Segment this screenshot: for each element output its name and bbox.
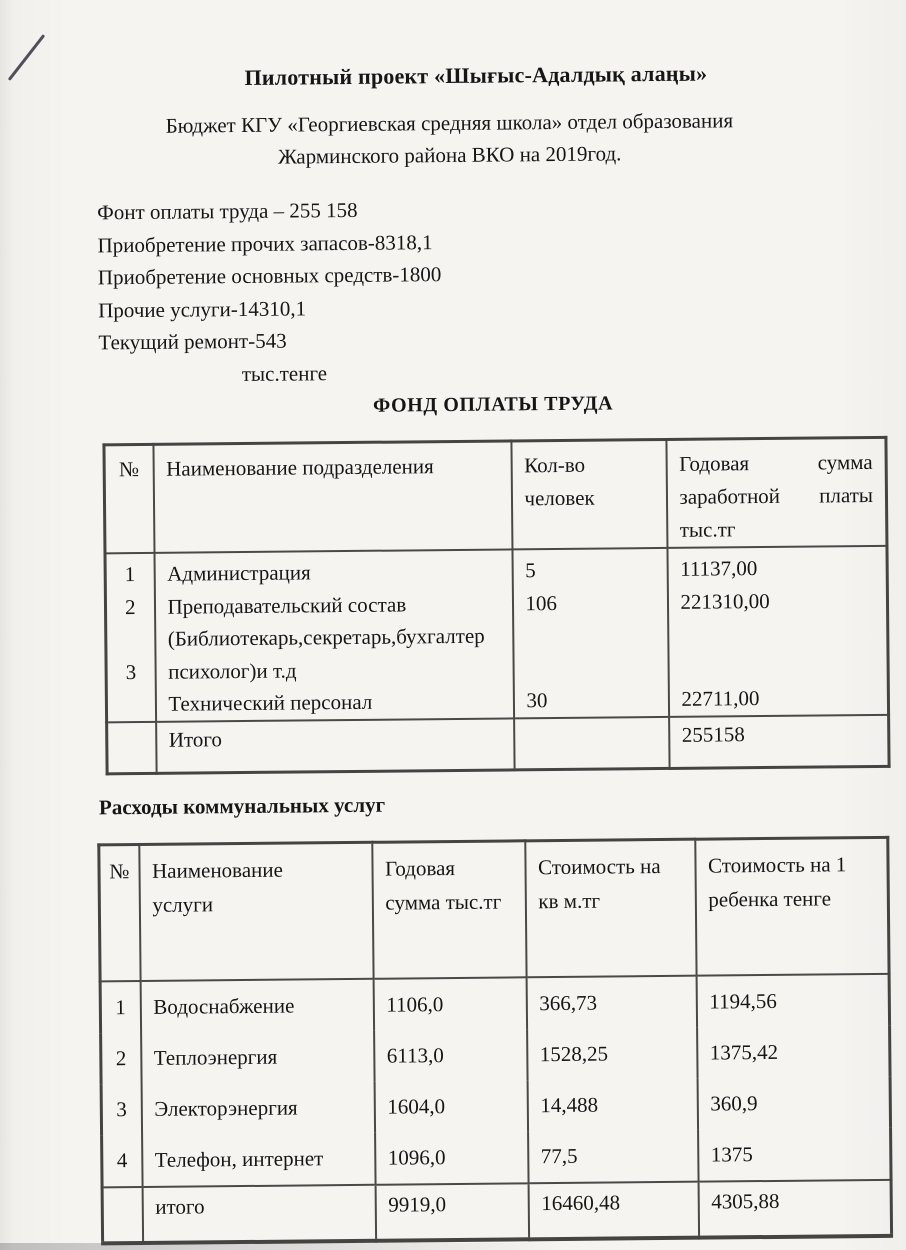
payroll-total-salary: 255158 <box>669 714 889 768</box>
utilities-row-heat <box>101 1026 890 1085</box>
utilities-table-title: Расходы коммунальных услуг <box>98 792 386 820</box>
utilities-header-name-line2: услуги <box>152 892 214 917</box>
utilities-header-per-sqm-line2: кв м.тг <box>538 888 601 914</box>
utilities-total-per-child: 4305,88 <box>698 1180 892 1238</box>
budget-line-other-stock: Приобретение прочих запасов-8318,1 <box>97 229 433 257</box>
payroll-line-count <box>526 651 655 685</box>
payroll-table <box>102 436 890 775</box>
payroll-header-salary-w1: Годовая <box>679 451 750 476</box>
payroll-total-label: Итого <box>156 718 514 773</box>
payroll-line-count: 5 <box>525 558 536 583</box>
utilities-header-row <box>99 837 889 981</box>
utilities-row-no: 1 <box>100 981 140 1033</box>
utilities-row-per-sqm: 14,488 <box>527 1079 697 1132</box>
payroll-header-name: Наименование подразделения <box>153 441 512 553</box>
utilities-row-annual: 1604,0 <box>374 1080 527 1132</box>
utilities-row-no: 3 <box>101 1084 141 1135</box>
payroll-salary-column <box>667 546 889 717</box>
payroll-line-count <box>526 618 655 652</box>
utilities-row-name: Теплоэнергия <box>141 1031 374 1084</box>
utilities-row-per-child: 360,9 <box>697 1077 890 1130</box>
utilities-header-name-line1: Наименование <box>151 857 283 883</box>
utilities-header-annual-line2: сумма тыс.тг <box>385 889 502 915</box>
payroll-line-no: 2 <box>124 594 136 619</box>
utilities-header-per-child <box>695 837 889 975</box>
utilities-row-per-sqm: 366,73 <box>526 976 696 1030</box>
budget-line-payroll: Фонт оплаты труда – 255 158 <box>97 197 358 225</box>
utilities-total-per-sqm: 16460,48 <box>528 1182 699 1240</box>
payroll-header-salary <box>666 437 887 548</box>
document-subtitle-line2: Жарминского района ВКО на 2019год. <box>277 141 622 169</box>
document-title: Пилотный проект «Шығыс-Адалдық алаңы» <box>244 60 708 90</box>
payroll-header-no: № <box>104 444 154 553</box>
utilities-row-name: Электорэнергия <box>141 1082 374 1135</box>
payroll-total-row <box>107 714 889 773</box>
utilities-header-per-child-line1: Стоимость на 1 <box>707 852 847 878</box>
payroll-header-salary-w4: платы <box>819 482 874 508</box>
budget-summary-list <box>97 193 442 391</box>
payroll-table-title: ФОНД ОПЛАТЫ ТРУДА <box>372 392 614 417</box>
payroll-line-name: Технический персонал <box>168 689 373 716</box>
utilities-row-per-child: 1194,56 <box>696 974 889 1028</box>
utilities-header-per-child-line2: ребенка тенге <box>708 886 832 912</box>
payroll-no-column <box>105 553 156 722</box>
payroll-line-name: психолог)и т.д <box>168 658 297 684</box>
document-subtitle-line1: Бюджет КГУ «Георгиевская средняя школа» отдел образования <box>165 108 734 138</box>
payroll-line-count: 106 <box>525 590 558 615</box>
payroll-count-column <box>512 548 669 718</box>
payroll-header-count <box>511 439 667 549</box>
budget-line-other-services: Прочие услуги-14310,1 <box>98 295 307 322</box>
utilities-header-annual <box>372 841 526 979</box>
payroll-header-salary-w2: сумма <box>817 449 873 475</box>
utilities-row-per-sqm: 1528,25 <box>527 1028 697 1081</box>
budget-line-repairs: Текущий ремонт-543 <box>98 328 287 355</box>
utilities-row-per-child: 1375 <box>698 1128 891 1182</box>
utilities-total-annual: 9919,0 <box>375 1183 529 1240</box>
utilities-row-no: 2 <box>101 1033 141 1084</box>
utilities-row-no: 4 <box>102 1135 142 1187</box>
payroll-body-row <box>105 546 889 722</box>
payroll-line-no <box>120 688 143 721</box>
utilities-row-per-child: 1375,42 <box>697 1026 890 1079</box>
utilities-row-per-sqm: 77,5 <box>528 1130 698 1184</box>
payroll-header-salary-w5: тыс.тг <box>679 517 736 542</box>
payroll-line-no: 1 <box>124 562 136 587</box>
utilities-row-annual: 6113,0 <box>374 1029 527 1081</box>
utilities-total-row <box>102 1180 892 1244</box>
payroll-total-no-cell <box>107 721 156 773</box>
budget-line-fixed-assets: Приобретение основных средств-1800 <box>97 262 442 290</box>
utilities-row-annual: 1096,0 <box>375 1131 528 1184</box>
payroll-header-count-line2: человек <box>524 485 595 511</box>
utilities-row-water <box>100 974 889 1034</box>
payroll-line-name: (Библиотекарь,секретарь,бухгалтер <box>167 623 485 651</box>
payroll-header-row <box>104 437 887 553</box>
payroll-line-salary: 11137,00 <box>680 556 758 581</box>
utilities-row-annual: 1106,0 <box>373 977 526 1030</box>
payroll-header-salary-w3: заработной <box>679 483 781 509</box>
payroll-name-column <box>154 549 514 721</box>
payroll-line-name: Администрация <box>167 560 311 586</box>
utilities-header-annual-line1: Годовая <box>384 855 456 881</box>
utilities-row-electricity <box>101 1077 890 1136</box>
payroll-line-salary <box>681 616 875 650</box>
payroll-line-count: 30 <box>526 688 548 713</box>
utilities-header-per-sqm <box>525 839 696 977</box>
utilities-header-no: № <box>99 845 140 982</box>
payroll-line-no: 3 <box>125 659 137 684</box>
utilities-header-name <box>139 842 373 981</box>
utilities-row-name: Телефон, интернет <box>142 1133 375 1187</box>
unit-note: тыс.тенге <box>241 360 328 386</box>
payroll-header-count-line1: Кол-во <box>524 452 586 478</box>
utilities-total-label: итого <box>142 1185 376 1243</box>
utilities-row-name: Водоснабжение <box>140 979 373 1033</box>
payroll-line-salary: 22711,00 <box>681 686 760 711</box>
payroll-line-name: Преподавательский состав <box>167 591 407 619</box>
payroll-line-salary: 221310,00 <box>680 588 770 614</box>
utilities-total-no-cell <box>102 1187 143 1243</box>
utilities-table <box>97 836 893 1246</box>
payroll-line-salary <box>681 648 875 682</box>
utilities-row-phone-internet <box>102 1128 891 1188</box>
payroll-total-count-cell <box>514 716 669 769</box>
utilities-header-per-sqm-line1: Стоимость на <box>537 854 661 880</box>
payroll-line-no <box>119 623 142 656</box>
